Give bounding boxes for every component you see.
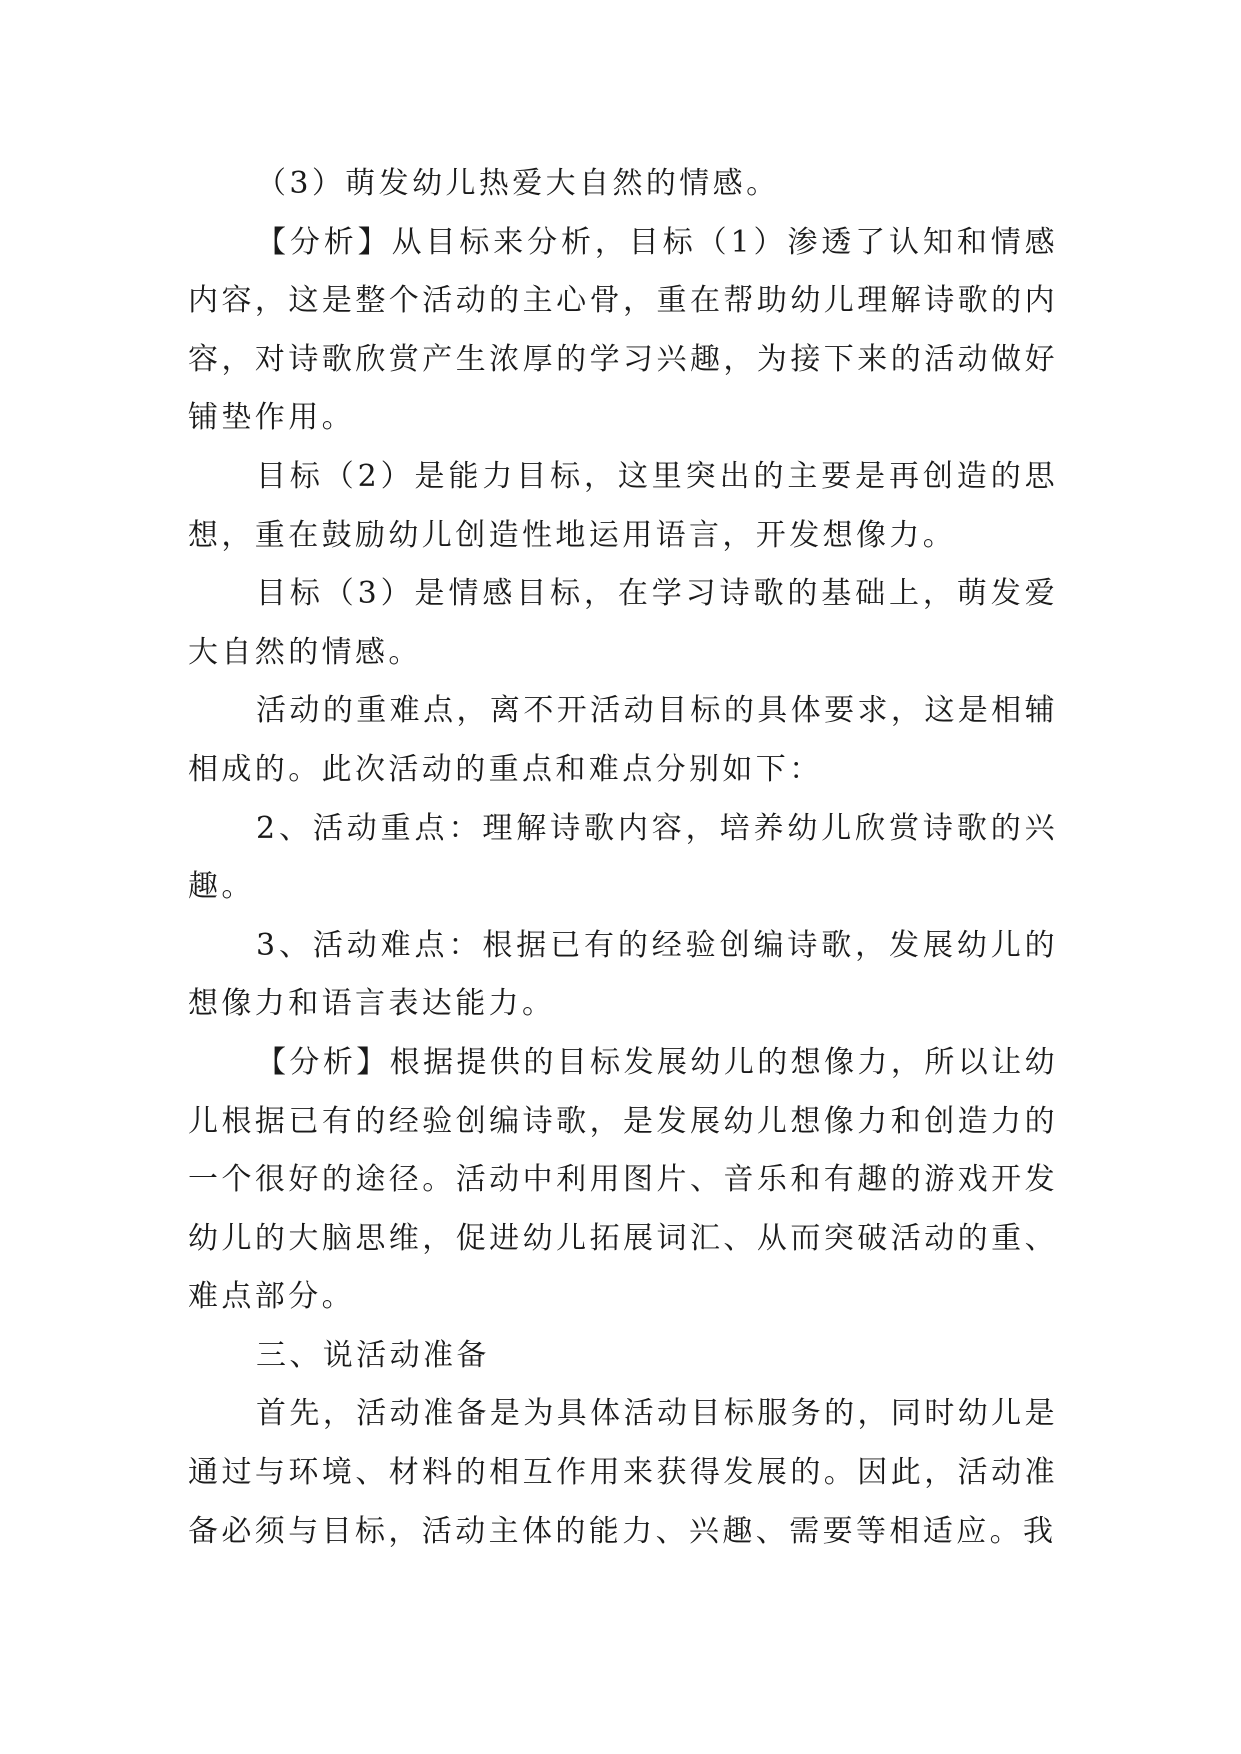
paragraph-goal-3-emotion: 目标（3）是情感目标，在学习诗歌的基础上，萌发爱大自然的情感。 bbox=[188, 576, 1058, 670]
paragraph-goal-2-ability: 目标（2）是能力目标，这里突出的主要是再创造的思想，重在鼓励幼儿创造性地运用语言，开发想像力。 bbox=[188, 458, 1058, 553]
paragraph-key-difficult-points-intro: 活动的重难点，离不开活动目标的具体要求，这是相辅相成的。此次活动的重点和难点分别如下： bbox=[188, 693, 1058, 787]
section-heading-activity-preparation: 三、说活动准备 bbox=[256, 1337, 490, 1373]
paragraph-difficult-point: 3、活动难点：根据已有的经验创编诗歌，发展幼儿的想像力和语言表达能力。 bbox=[188, 927, 1058, 1022]
paragraph-analysis-imagination: 【分析】根据提供的目标发展幼儿的想像力，所以让幼儿根据已有的经验创编诗歌，是发展幼儿想像力和创造力的一个很好的途径。活动中利用图片、音乐和有趣的游戏开发幼儿的大脑思维，促进幼儿拓展词汇、从而突破活动的重、难点部分。 bbox=[188, 1044, 1058, 1315]
document-body bbox=[188, 155, 1058, 1561]
paragraph-analysis-goals: 【分析】从目标来分析，目标（1）渗透了认知和情感内容，这是整个活动的主心骨，重在帮助幼儿理解诗歌的内容，对诗歌欣赏产生浓厚的学习兴趣，为接下来的活动做好铺垫作用。 bbox=[188, 224, 1058, 436]
paragraph-key-point: 2、活动重点：理解诗歌内容，培养幼儿欣赏诗歌的兴趣。 bbox=[188, 810, 1058, 905]
paragraph-preparation: 首先，活动准备是为具体活动目标服务的，同时幼儿是通过与环境、材料的相互作用来获得发展的。因此，活动准备必须与目标，活动主体的能力、兴趣、需要等相适应。我 bbox=[188, 1396, 1058, 1549]
paragraph-goal-3: （3）萌发幼儿热爱大自然的情感。 bbox=[256, 166, 780, 201]
